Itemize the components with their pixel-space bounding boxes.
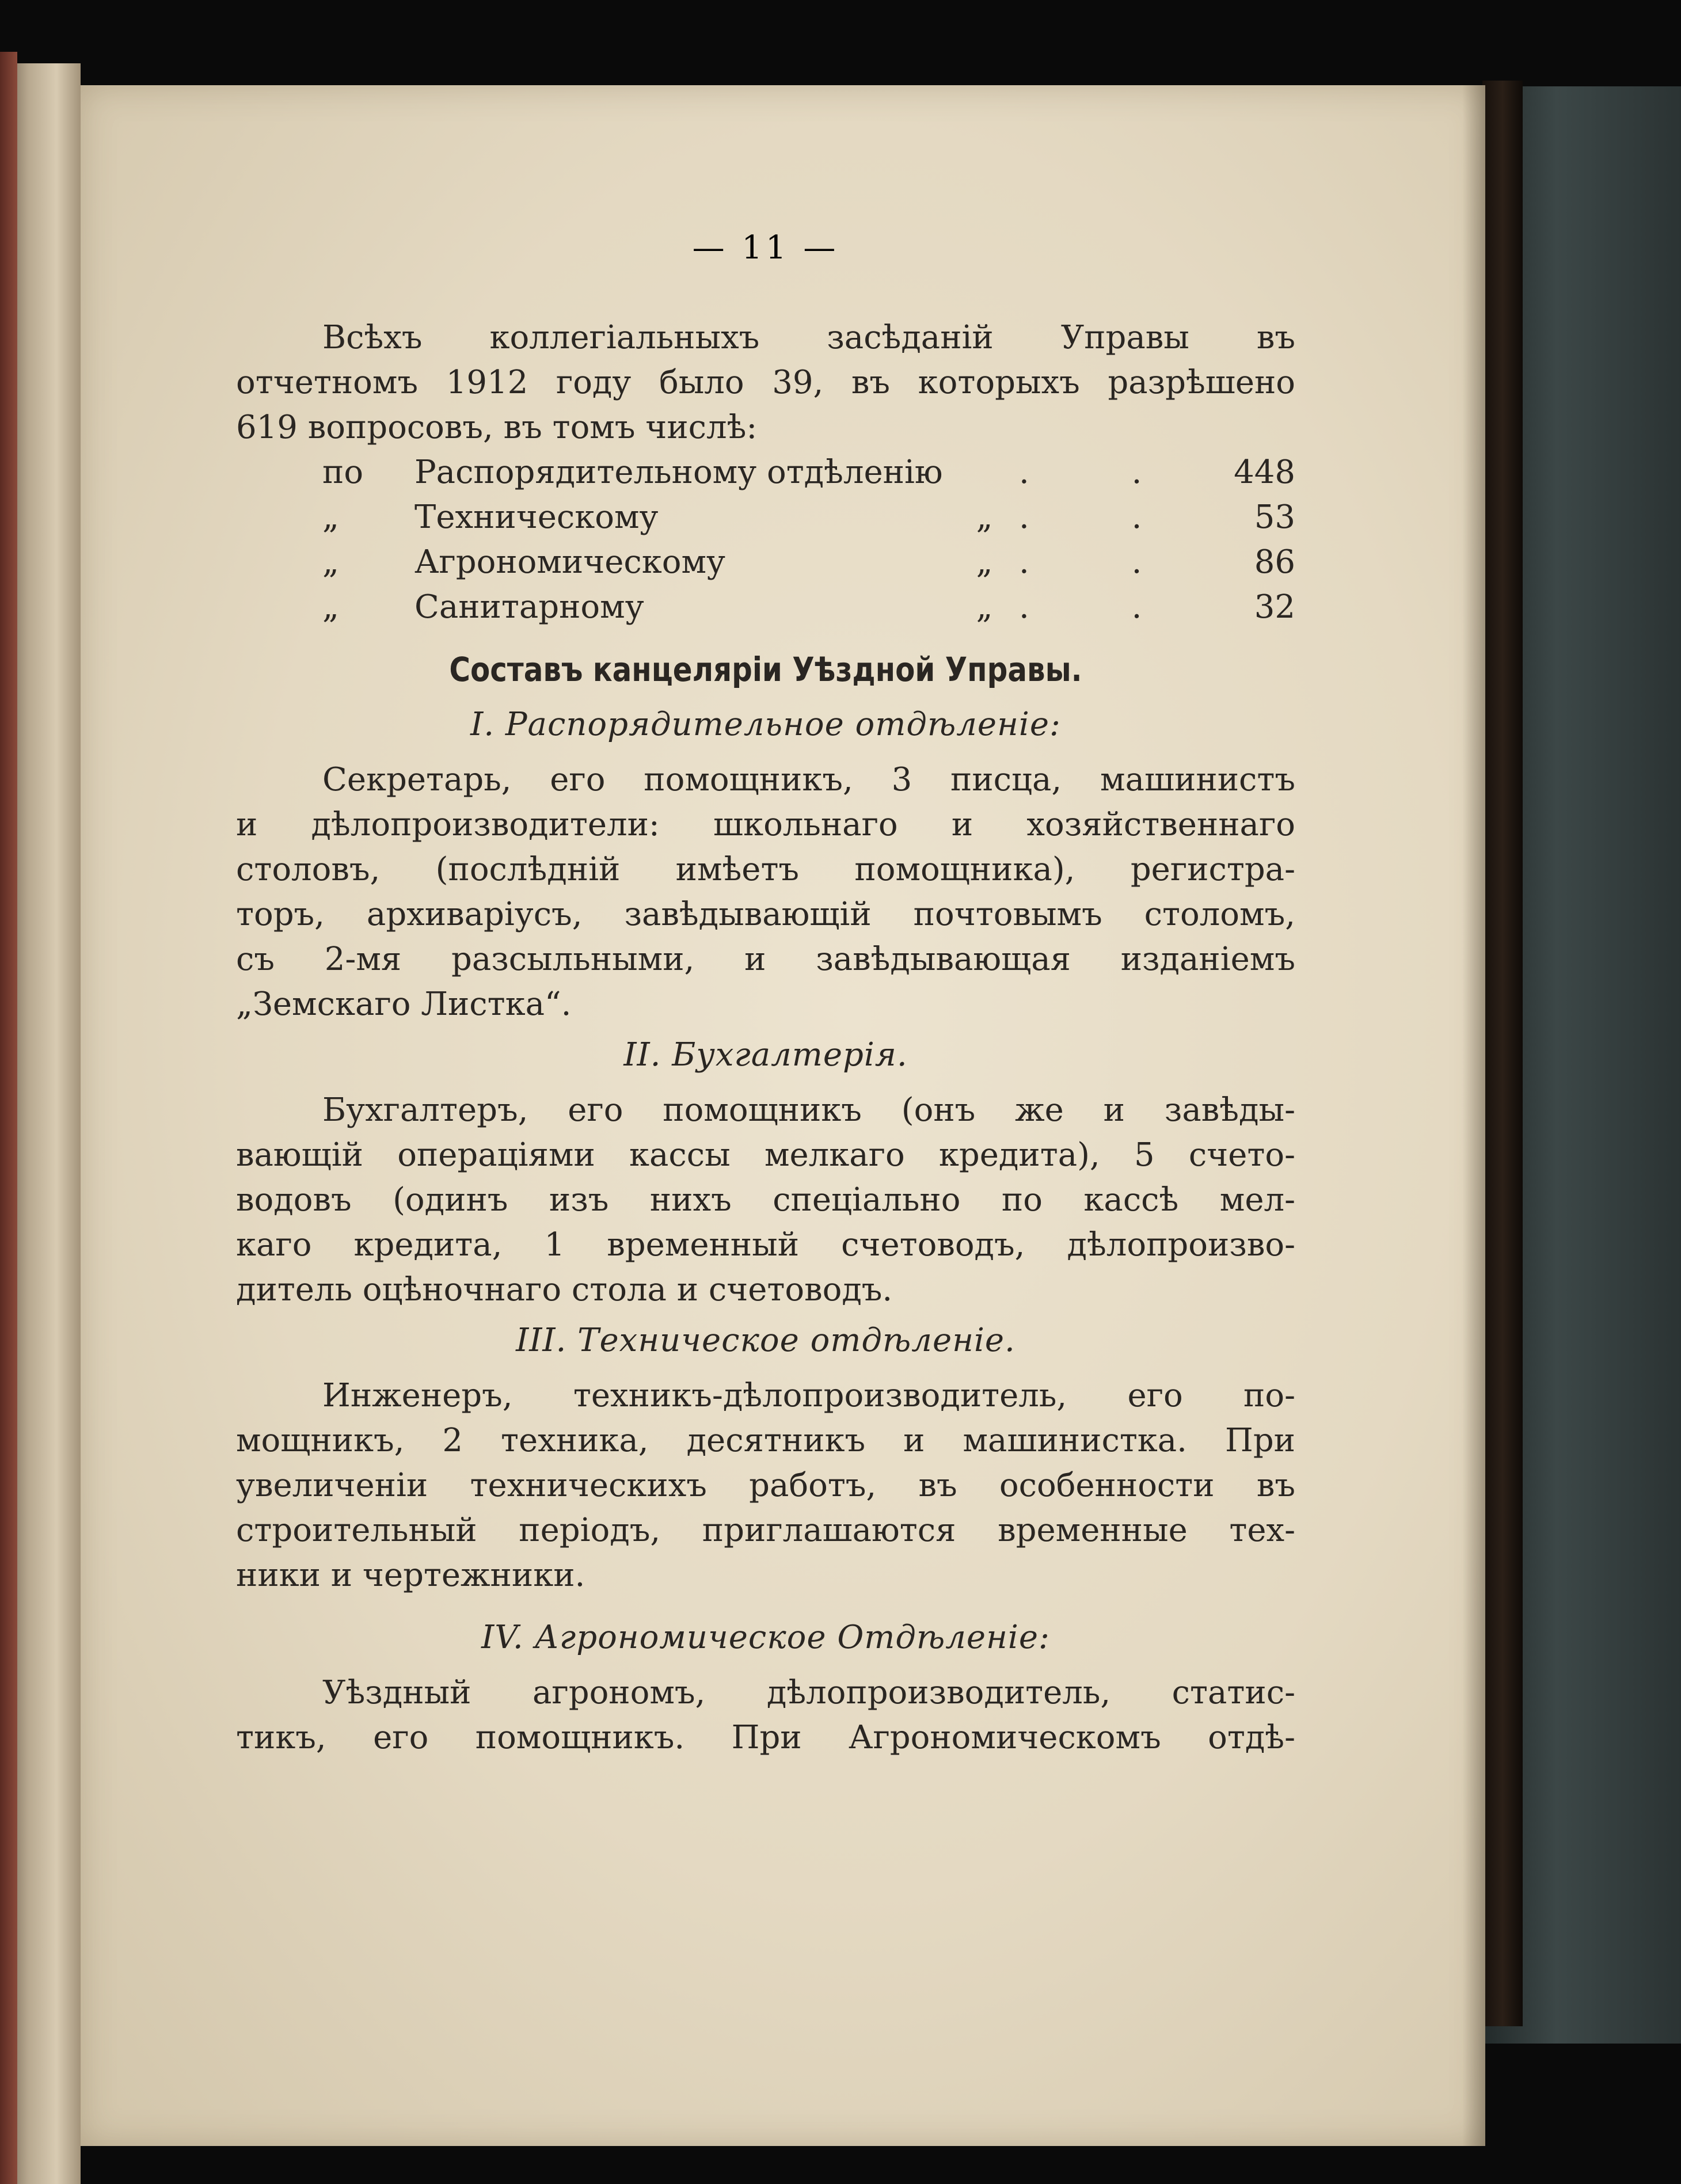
intro-line-2: отчетномъ 1912 году было 39, въ которыхъ разрѣшено bbox=[236, 364, 1295, 401]
paragraph-line: тикъ, его помощникъ. При Агрономическомъ отдѣ- bbox=[236, 1719, 1295, 1756]
row-dots: . . bbox=[1019, 543, 1188, 581]
row-label: Техническому bbox=[414, 499, 659, 536]
row-count: 53 bbox=[1254, 499, 1295, 536]
row-dots: . . bbox=[1019, 454, 1188, 491]
row-count: 86 bbox=[1254, 543, 1295, 581]
paragraph-line: ники и чертежники. bbox=[236, 1557, 585, 1594]
book-page bbox=[81, 85, 1485, 2146]
row-count: 32 bbox=[1254, 588, 1295, 626]
section-title: IV. Агрономическое Отдѣленіе: bbox=[481, 1619, 1050, 1656]
row-prefix: „ bbox=[322, 588, 340, 626]
paragraph-line: Уѣздный агрономъ, дѣлопроизводитель, статис- bbox=[322, 1674, 1295, 1711]
section-title: I. Распорядительное отдѣленіе: bbox=[470, 706, 1061, 743]
row-ditto: „ bbox=[976, 588, 993, 626]
list-item bbox=[236, 450, 1295, 495]
page-text bbox=[236, 315, 1295, 1760]
row-ditto: „ bbox=[976, 499, 993, 536]
paragraph-line: Секретарь, его помощникъ, 3 писца, машинистъ bbox=[322, 761, 1295, 798]
paragraph-line: и дѣлопроизводители: школьнаго и хозяйственнаго bbox=[236, 806, 1295, 843]
row-dots: . . bbox=[1019, 499, 1188, 536]
paragraph-line: каго кредита, 1 временный счетоводъ, дѣлопроизво- bbox=[236, 1226, 1295, 1264]
row-prefix: „ bbox=[322, 543, 340, 581]
paragraph-line: вающій операціями кассы мелкаго кредита), 5 счето- bbox=[236, 1136, 1295, 1174]
row-ditto: „ bbox=[976, 543, 993, 581]
paragraph-line: торъ, архиваріусъ, завѣдывающій почтовымъ столомъ, bbox=[236, 896, 1295, 933]
left-binding bbox=[0, 52, 17, 2184]
row-prefix: „ bbox=[322, 499, 340, 536]
row-dots: . . bbox=[1019, 588, 1188, 626]
row-prefix: по bbox=[322, 454, 364, 491]
row-label: Санитарному bbox=[414, 588, 644, 626]
row-label: Агрономическому bbox=[414, 543, 725, 581]
section-title: III. Техническое отдѣленіе. bbox=[516, 1322, 1016, 1359]
list-item bbox=[236, 540, 1295, 585]
paragraph-line: увеличеніи техническихъ работъ, въ особенности въ bbox=[236, 1467, 1295, 1504]
page-block-edge bbox=[1482, 81, 1523, 2026]
paragraph-line: дитель оцѣночнаго стола и счетоводъ. bbox=[236, 1271, 893, 1308]
section-title: II. Бухгалтерія. bbox=[623, 1036, 908, 1074]
list-item bbox=[236, 495, 1295, 540]
row-label: Распорядительному отдѣленію bbox=[414, 454, 943, 491]
paragraph-line: мощникъ, 2 техника, десятникъ и машинистка. При bbox=[236, 1422, 1295, 1459]
paragraph-line: строительный періодъ, приглашаются временные тех- bbox=[236, 1512, 1295, 1549]
intro-line-3: 619 вопросовъ, въ томъ числѣ: bbox=[236, 409, 758, 446]
section-heading: Составъ канцеляріи Уѣздной Управы. bbox=[449, 650, 1082, 689]
paragraph-line: Инженеръ, техникъ-дѣлопроизводитель, его по- bbox=[322, 1377, 1295, 1414]
intro-line-1: Всѣхъ коллегіальныхъ засѣданій Управы въ bbox=[322, 319, 1295, 356]
paragraph-line: съ 2-мя разсыльными, и завѣдывающая изданіемъ bbox=[236, 941, 1295, 978]
paragraph-line: Бухгалтеръ, его помощникъ (онъ же и завѣды- bbox=[322, 1091, 1295, 1129]
paragraph-line: „Земскаго Листка“. bbox=[236, 986, 572, 1023]
paragraph-line: водовъ (одинъ изъ нихъ спеціально по кассѣ мел- bbox=[236, 1181, 1295, 1219]
paragraph-line: столовъ, (послѣдній имѣетъ помощника), регистра- bbox=[236, 851, 1295, 888]
list-item bbox=[236, 585, 1295, 630]
row-count: 448 bbox=[1234, 454, 1295, 491]
department-list bbox=[236, 450, 1295, 630]
page-number: — 11 — bbox=[692, 229, 839, 267]
